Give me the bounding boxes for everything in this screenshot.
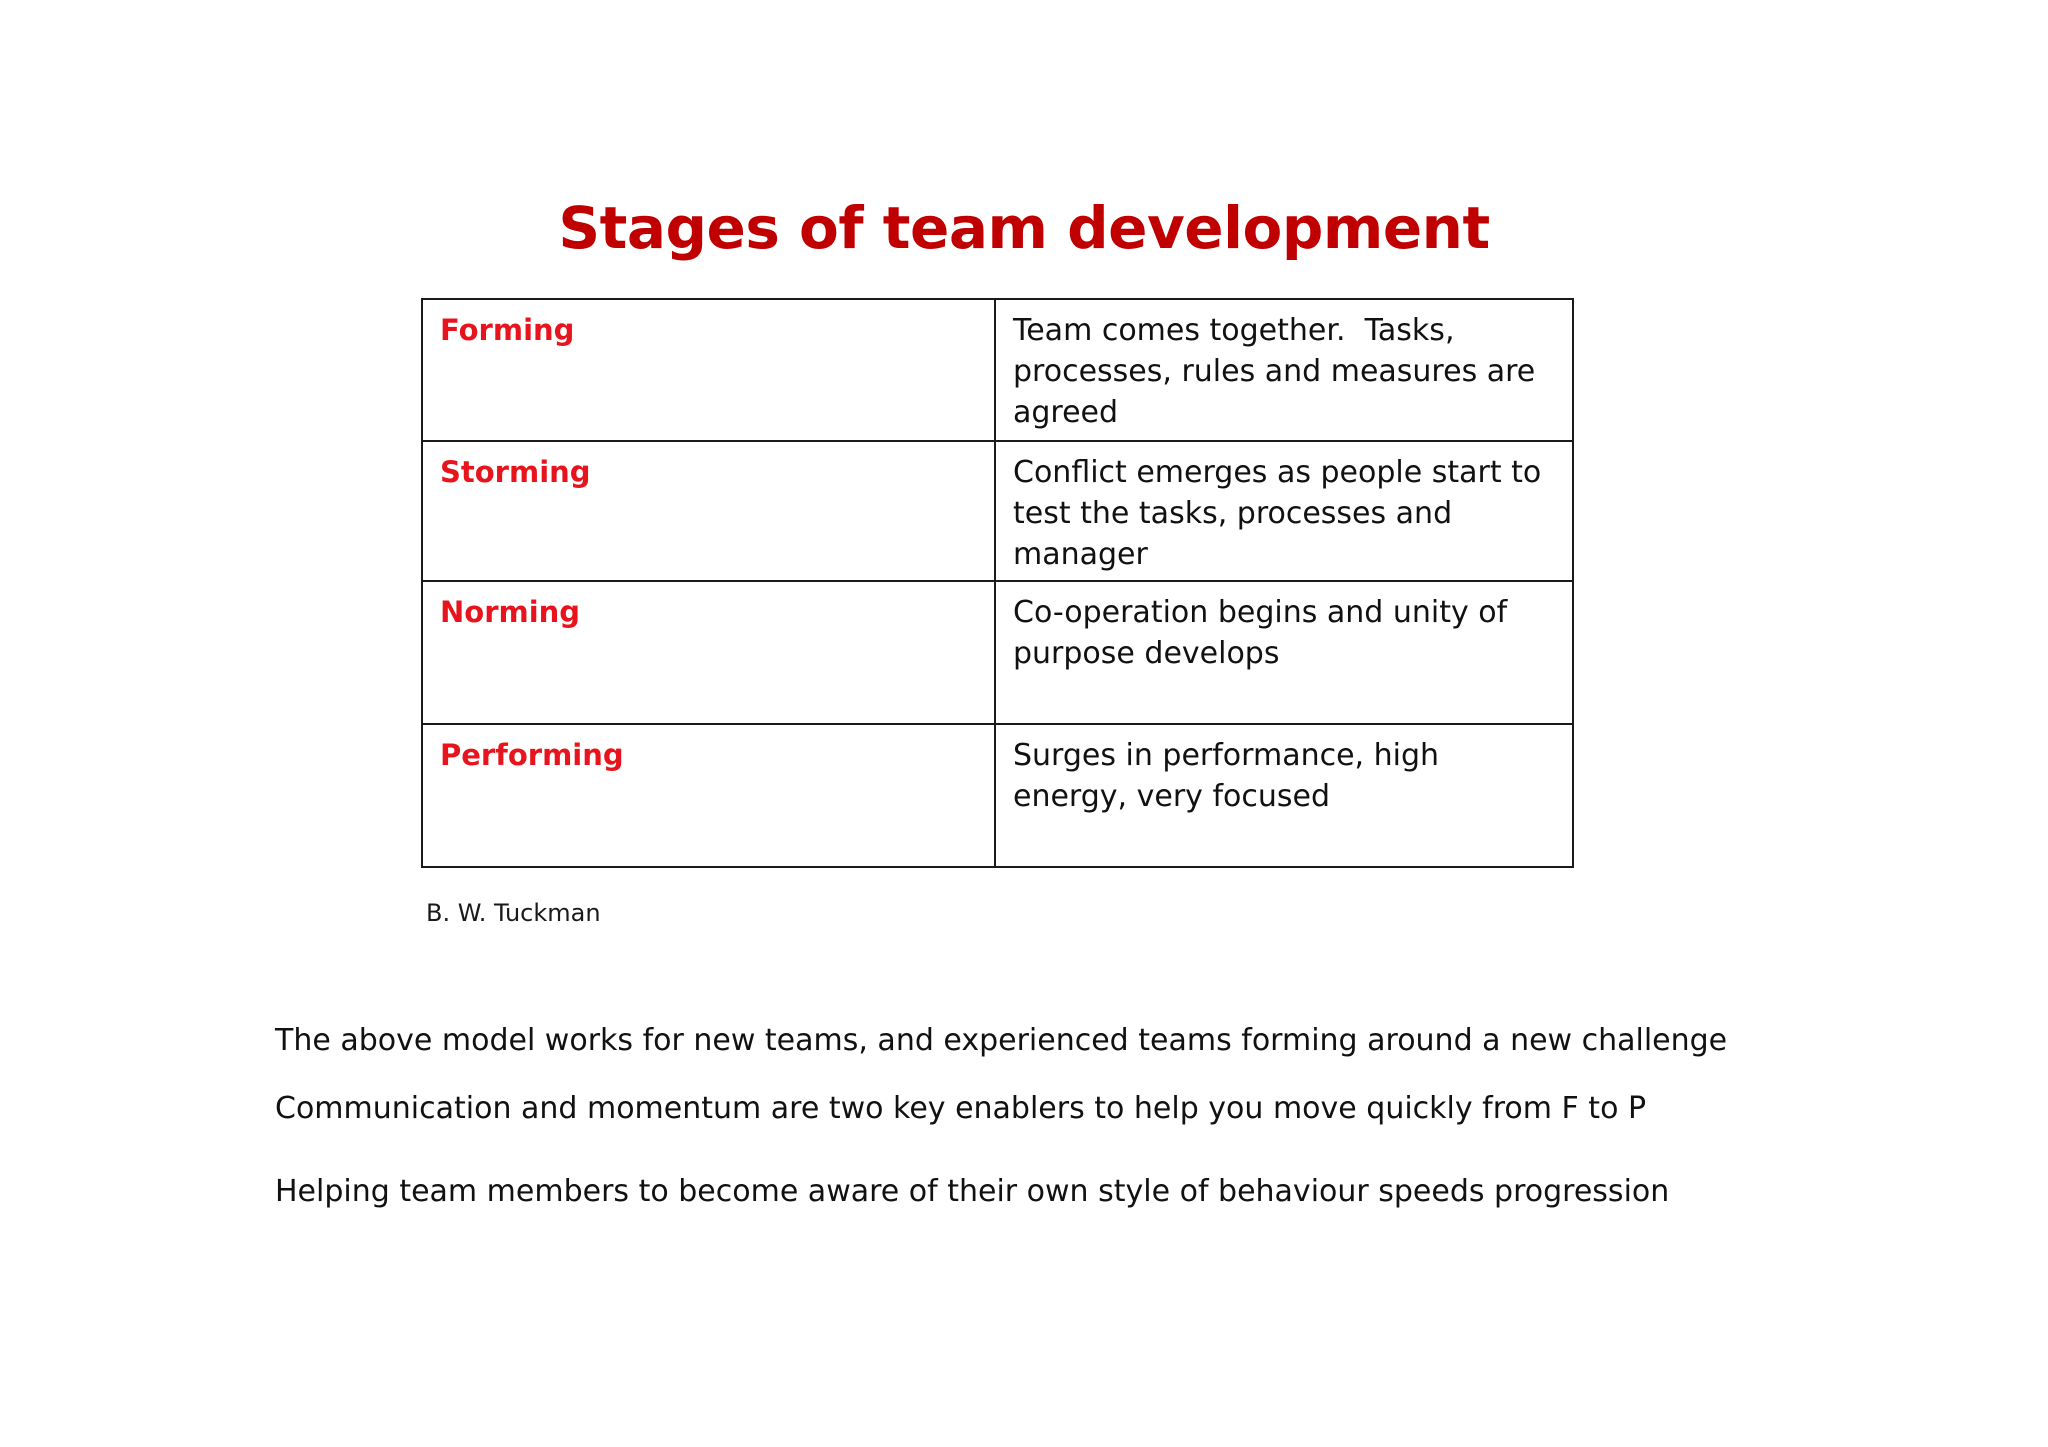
attribution: B. W. Tuckman	[426, 899, 601, 927]
stage-description: Team comes together. Tasks, processes, rules and measures are agreed	[1013, 313, 1545, 430]
note-line: The above model works for new teams, and experienced teams forming around a new challenge	[275, 1023, 1728, 1058]
stage-name-cell	[422, 724, 995, 867]
stage-description-cell	[995, 441, 1573, 581]
stages-table	[421, 298, 1574, 868]
stage-name-cell	[422, 299, 995, 441]
table-row	[422, 441, 1573, 581]
stage-name-cell	[422, 581, 995, 724]
stage-name: Performing	[440, 738, 624, 772]
page-title: Stages of team development	[558, 194, 1490, 262]
table-row	[422, 724, 1573, 867]
stage-description: Conflict emerges as people start to test the tasks, processes and manager	[1013, 455, 1542, 572]
stage-description: Co-operation begins and unity of purpose develops	[1013, 595, 1508, 671]
stage-name: Norming	[440, 595, 581, 629]
stage-description-cell	[995, 724, 1573, 867]
stage-description: Surges in performance, high energy, very focused	[1013, 738, 1440, 814]
stage-description-cell	[995, 581, 1573, 724]
table-row	[422, 299, 1573, 441]
table-row	[422, 581, 1573, 724]
stage-name: Storming	[440, 455, 591, 489]
note-line: Communication and momentum are two key enablers to help you move quickly from F to P	[275, 1091, 1647, 1126]
stage-name-cell	[422, 441, 995, 581]
stage-description-cell	[995, 299, 1573, 441]
note-line: Helping team members to become aware of their own style of behaviour speeds progression	[275, 1174, 1670, 1209]
stage-name: Forming	[440, 313, 575, 347]
